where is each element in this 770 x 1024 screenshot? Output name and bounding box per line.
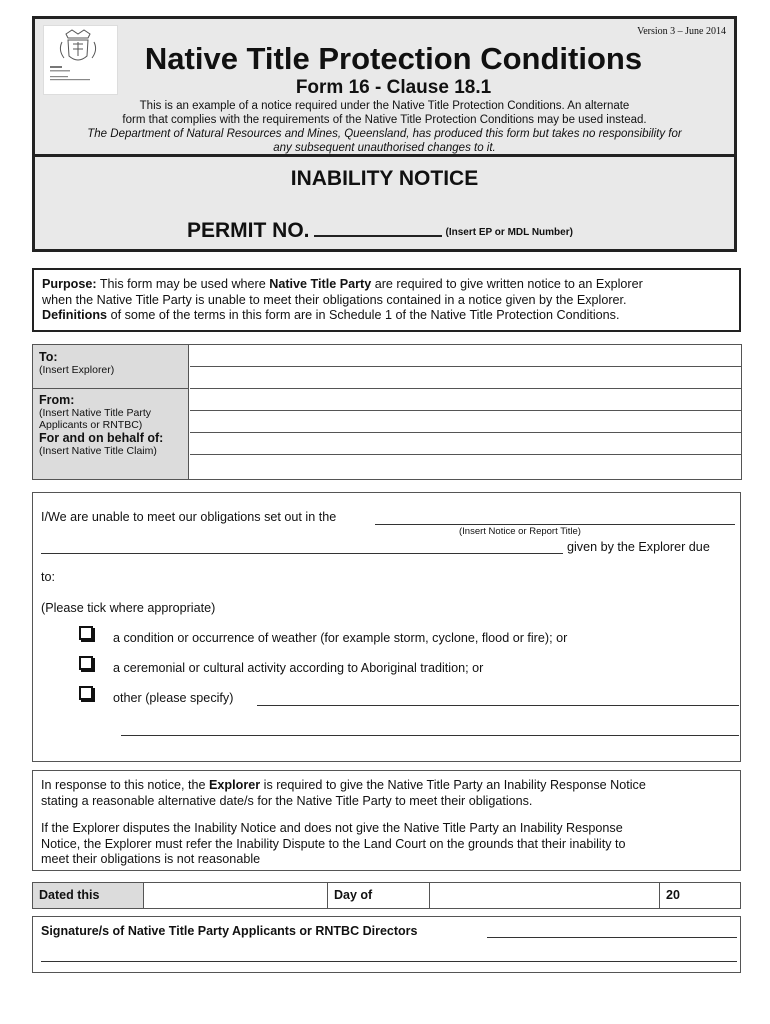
year-prefix: 20 bbox=[666, 888, 680, 902]
to-field-row-1[interactable] bbox=[190, 345, 741, 367]
from-label: From: bbox=[39, 393, 75, 407]
other-specify-field-2[interactable] bbox=[121, 721, 739, 736]
to-hint: (Insert Explorer) bbox=[39, 364, 115, 376]
year-field[interactable] bbox=[660, 883, 740, 908]
notice-title-field[interactable] bbox=[375, 510, 735, 525]
permit-number-row bbox=[187, 217, 573, 243]
definitions-label: Definitions bbox=[42, 308, 108, 322]
to-label: To: bbox=[39, 350, 58, 364]
purpose-box bbox=[32, 268, 741, 332]
purpose-text: of some of the terms in this form are in Schedule 1 of the Native Title Protection Conditions. bbox=[107, 308, 620, 322]
notice-title-hint: (Insert Notice or Report Title) bbox=[459, 526, 581, 537]
intro-line: This is an example of a notice required under the Native Title Protection Conditions. An alternate bbox=[139, 100, 630, 112]
notice-continuation-field[interactable] bbox=[41, 539, 563, 554]
day-of-label: Day of bbox=[328, 883, 430, 908]
form-header bbox=[32, 16, 737, 252]
purpose-line: when the Native Title Party is unable to meet their obligations contained in a notice given by the Explorer. bbox=[42, 292, 627, 307]
purpose-text: This form may be used where bbox=[96, 277, 270, 291]
permit-label: PERMIT NO. bbox=[187, 219, 310, 242]
to-text: to: bbox=[41, 570, 56, 584]
tick-prompt: (Please tick where appropriate) bbox=[41, 601, 216, 615]
response-text: stating a reasonable alternative date/s for the Native Title Party to meet their obligations. bbox=[41, 793, 533, 808]
purpose-label: Purpose: bbox=[42, 277, 97, 291]
month-field[interactable] bbox=[430, 883, 660, 908]
dated-row bbox=[32, 882, 741, 909]
dispute-text: If the Explorer disputes the Inability Notice and does not give the Native Title Party an Inability Response bbox=[41, 821, 623, 835]
from-hint: Applicants or RNTBC) bbox=[39, 419, 143, 431]
explorer-term: Explorer bbox=[209, 778, 261, 792]
other-checkbox[interactable] bbox=[79, 686, 93, 700]
signature-label: Signature/s of Native Title Party Applicants or RNTBC Directors bbox=[41, 924, 418, 938]
intro-text bbox=[45, 99, 724, 155]
intro-line: form that complies with the requirements of the Native Title Protection Conditions may be used instead. bbox=[122, 114, 647, 126]
response-info-box bbox=[32, 770, 741, 871]
response-text: is required to give the Native Title Party an Inability Response Notice bbox=[260, 778, 646, 792]
dated-label: Dated this bbox=[33, 883, 144, 908]
option-label: a ceremonial or cultural activity according to Aboriginal tradition; or bbox=[113, 661, 484, 675]
behalf-field-row-1[interactable] bbox=[190, 433, 741, 455]
statement-line: I/We are unable to meet our obligations set out in the bbox=[41, 510, 337, 524]
date-day-field[interactable] bbox=[144, 883, 328, 908]
from-field-row-2[interactable] bbox=[190, 411, 741, 433]
behalf-label: For and on behalf of: bbox=[39, 431, 164, 445]
dispute-paragraph bbox=[41, 821, 732, 868]
form-subtitle: Form 16 - Clause 18.1 bbox=[295, 77, 492, 98]
ceremonial-checkbox[interactable] bbox=[79, 656, 93, 670]
to-from-table bbox=[32, 344, 742, 480]
disclaimer-line: any subsequent unauthorised changes to it. bbox=[273, 142, 496, 154]
other-specify-field[interactable] bbox=[257, 691, 739, 706]
response-text: In response to this notice, the bbox=[41, 778, 210, 792]
permit-hint: (Insert EP or MDL Number) bbox=[445, 227, 573, 238]
dispute-text: meet their obligations is not reasonable bbox=[41, 852, 261, 866]
behalf-hint: (Insert Native Title Claim) bbox=[39, 445, 157, 457]
purpose-text: are required to give written notice to an Explorer bbox=[371, 277, 643, 291]
purpose-line bbox=[42, 277, 731, 293]
permit-number-field[interactable] bbox=[314, 217, 442, 237]
option-label: other (please specify) bbox=[113, 691, 234, 705]
given-by-text: given by the Explorer due bbox=[567, 540, 710, 554]
purpose-line bbox=[42, 308, 731, 324]
option-label: a condition or occurrence of weather (for example storm, cyclone, flood or fire); or bbox=[113, 631, 568, 645]
disclaimer-line: The Department of Natural Resources and Mines, Queensland, has produced this form but takes no responsibility for bbox=[87, 128, 682, 140]
notice-title: INABILITY NOTICE bbox=[290, 167, 479, 190]
to-field-row-2[interactable] bbox=[190, 367, 741, 389]
inability-statement-box bbox=[32, 492, 741, 762]
page-title: Native Title Protection Conditions bbox=[144, 41, 643, 76]
native-title-party-term: Native Title Party bbox=[269, 277, 372, 291]
signature-field-2[interactable] bbox=[41, 948, 737, 962]
behalf-field-row-2[interactable] bbox=[190, 455, 741, 477]
from-field-row-1[interactable] bbox=[190, 389, 741, 411]
version-label: Version 3 – June 2014 bbox=[637, 26, 726, 37]
response-paragraph bbox=[41, 778, 732, 809]
signature-box bbox=[32, 916, 741, 973]
from-hint: (Insert Native Title Party bbox=[39, 407, 152, 419]
dispute-text: Notice, the Explorer must refer the Inability Dispute to the Land Court on the grounds that their inability to bbox=[41, 836, 626, 851]
weather-checkbox[interactable] bbox=[79, 626, 93, 640]
from-label-cell bbox=[33, 389, 189, 479]
header-title-section bbox=[35, 19, 734, 157]
signature-field[interactable] bbox=[487, 924, 737, 938]
to-label-cell bbox=[33, 345, 189, 389]
